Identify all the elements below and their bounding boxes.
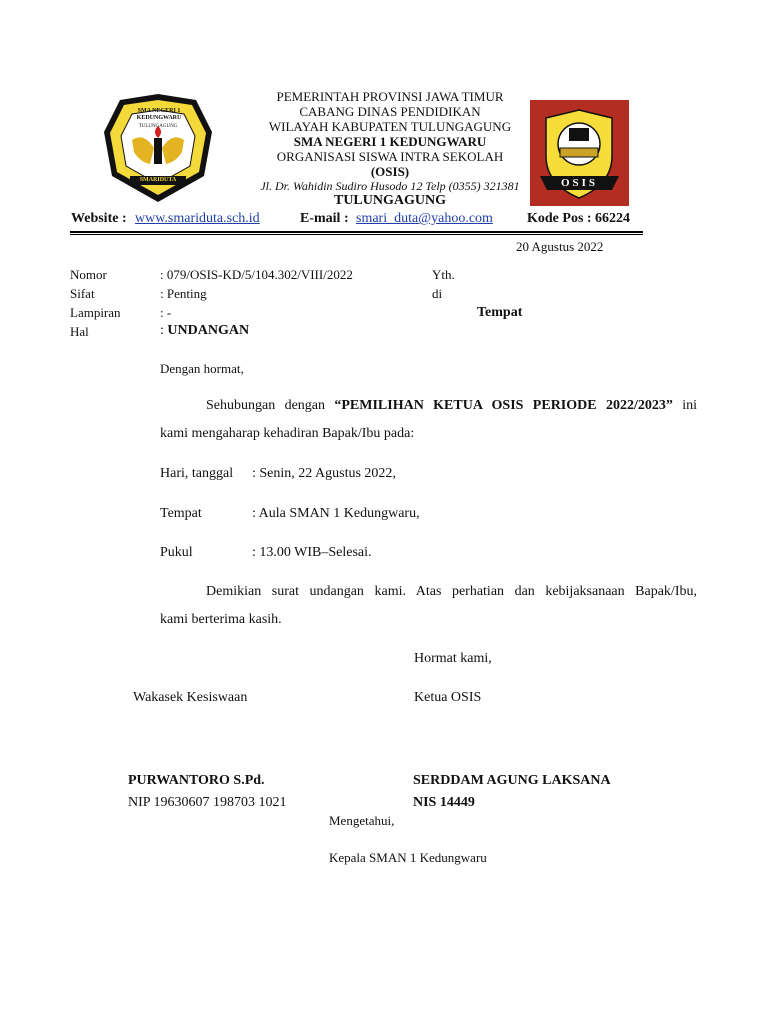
lampiran-label: Lampiran [70, 305, 121, 320]
kepala-sekolah: Kepala SMAN 1 Kedungwaru [329, 850, 487, 865]
hal-value-row [160, 323, 249, 339]
event-title: “PEMILIHAN KETUA OSIS PERIODE 2022/2023” [334, 398, 673, 413]
tempat-value: : Aula SMAN 1 Kedungwaru, [252, 506, 420, 521]
email-label: E-mail : [300, 211, 349, 226]
letterhead-osis: (OSIS) [370, 164, 410, 179]
left-signer-name: PURWANTORO S.Pd. [128, 773, 265, 788]
lampiran-value: : - [160, 305, 172, 320]
closing-line-2: kami berterima kasih. [160, 612, 282, 627]
email-link[interactable]: smari_duta@yahoo.com [356, 211, 493, 226]
letterhead-divider-thin [70, 234, 643, 235]
greeting: Dengan hormat, [160, 361, 244, 376]
osis-logo-text: OSIS [560, 177, 599, 189]
closing-line-1: Demikian surat undangan kami. Atas perhatian dan kebijaksanaan Bapak/Ibu, [206, 584, 697, 599]
hal-label: Hal [70, 324, 89, 339]
letterhead-address: Jl. Dr. Wahidin Sudiro Husodo 12 Telp (0355) 321381 [260, 179, 520, 193]
right-signer-id: NIS 14449 [413, 795, 475, 810]
paragraph-1-line-1 [206, 398, 697, 414]
sifat-value: : Penting [160, 286, 207, 301]
letterhead-line-1: PEMERINTAH PROVINSI JAWA TIMUR [276, 89, 504, 104]
recipient-di: di [432, 286, 443, 301]
left-signer-id: NIP 19630607 198703 1021 [128, 795, 287, 810]
p1-start: Sehubungan dengan [206, 398, 325, 413]
letterhead-line-3: WILAYAH KABUPATEN TULUNGAGUNG [268, 119, 512, 134]
right-signer-name: SERDDAM AGUNG LAKSANA [413, 773, 611, 788]
mengetahui: Mengetahui, [329, 813, 395, 828]
sifat-label: Sifat [70, 286, 95, 301]
letterhead-city: TULUNGAGUNG [333, 193, 446, 208]
hari-value: : Senin, 22 Agustus 2022, [252, 466, 396, 481]
logo-sub-text: TULUNGAGUNG [138, 124, 178, 129]
nomor-label: Nomor [70, 267, 107, 282]
tempat-label: Tempat [160, 506, 202, 521]
website-label: Website : [71, 211, 127, 226]
letterhead-divider [70, 231, 643, 233]
logo-bottom-text: SMARIDUTA [139, 177, 177, 183]
hari-label: Hari, tanggal [160, 466, 234, 481]
letterhead-line-5: ORGANISASI SISWA INTRA SEKOLAH [276, 149, 504, 164]
website-link[interactable]: www.smariduta.sch.id [135, 211, 260, 226]
p1-end: ini [682, 398, 697, 413]
recipient-yth: Yth. [432, 267, 455, 282]
hal-value: UNDANGAN [167, 323, 250, 338]
letterhead-school-name: SMA NEGERI 1 KEDUNGWARU [293, 134, 487, 149]
pukul-value: : 13.00 WIB–Selesai. [252, 545, 372, 560]
nomor-value: : 079/OSIS-KD/5/104.302/VIII/2022 [160, 267, 353, 282]
recipient-tempat: Tempat [477, 305, 523, 320]
hal-colon: : [160, 323, 168, 338]
letter-date: 20 Agustus 2022 [516, 239, 604, 254]
letterhead-line-2: CABANG DINAS PENDIDIKAN [299, 104, 481, 119]
right-signer-role: Ketua OSIS [414, 690, 482, 705]
left-signer-role: Wakasek Kesiswaan [133, 690, 248, 705]
postcode: Kode Pos : 66224 [527, 211, 631, 226]
hormat-kami: Hormat kami, [414, 651, 492, 666]
logo-ring-text: SMA NEGERI 1 KEDUNGWARU [136, 108, 182, 121]
pukul-label: Pukul [160, 545, 193, 560]
paragraph-1-line-2: kami mengaharap kehadiran Bapak/Ibu pada: [160, 426, 415, 441]
